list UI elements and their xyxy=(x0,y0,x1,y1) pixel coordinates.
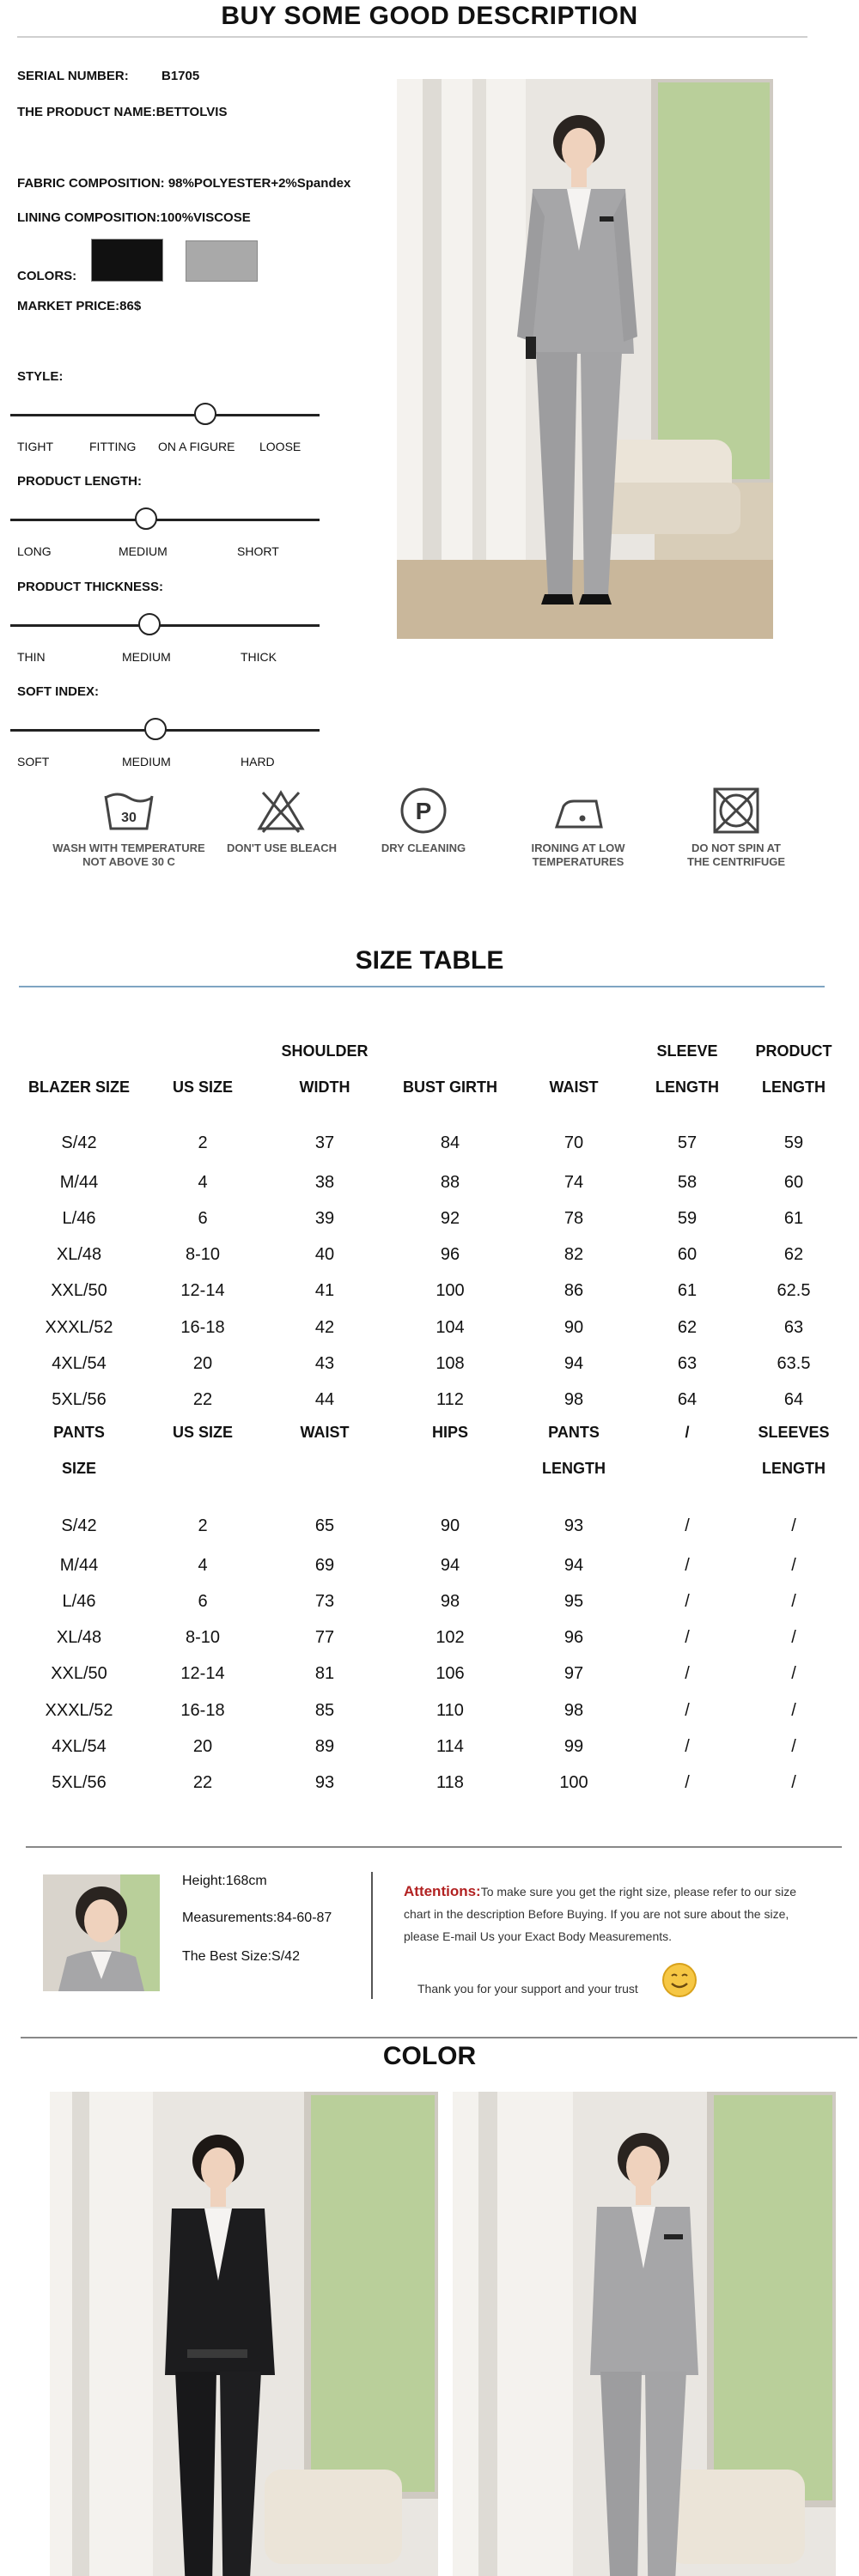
blazer-row-1-col-1: 4 xyxy=(198,1173,208,1192)
pants-row-3-col-2: 77 xyxy=(314,1628,335,1647)
pants-row-7-col-4: 100 xyxy=(559,1773,588,1792)
pants-row-5-col-1: 16-18 xyxy=(180,1701,225,1720)
pants-row-0-col-0: S/42 xyxy=(61,1516,97,1535)
thanks-text: Thank you for your support and your trust xyxy=(417,1982,638,1996)
pants-row-0-col-2: 65 xyxy=(314,1516,335,1535)
blazer-row-3-col-4: 82 xyxy=(564,1245,584,1264)
style-label-fitting: FITTING xyxy=(89,440,137,453)
pants-row-7-col-5: / xyxy=(685,1773,690,1792)
pants-header-top-col-0: PANTS xyxy=(53,1424,105,1441)
blazer-row-5-col-3: 104 xyxy=(436,1318,465,1337)
pants-row-5-col-5: / xyxy=(685,1701,690,1720)
smiley-icon xyxy=(661,1962,698,1998)
model-info-bottom-divider xyxy=(21,2037,857,2038)
lining-composition: LINING COMPOSITION:100%VISCOSE xyxy=(17,210,251,225)
blazer-row-3-col-2: 40 xyxy=(314,1245,335,1264)
model-height: Height:168cm xyxy=(182,1874,267,1888)
blazer-row-6-col-0: 4XL/54 xyxy=(52,1354,107,1373)
attention-label: Attentions: xyxy=(404,1883,481,1899)
pants-row-2-col-2: 73 xyxy=(314,1592,335,1611)
care-label-no-spin: DO NOT SPIN AT THE CENTRIFUGE xyxy=(686,841,786,868)
blazer-row-0-col-1: 2 xyxy=(198,1133,208,1152)
care-label-iron: IRONING AT LOW TEMPERATURES xyxy=(531,841,625,868)
blazer-row-2-col-5: 59 xyxy=(677,1209,698,1228)
size-table-divider xyxy=(19,986,825,987)
model-best-size: The Best Size:S/42 xyxy=(182,1949,300,1964)
blazer-row-6-col-1: 20 xyxy=(192,1354,213,1373)
wash-30-badge: 30 xyxy=(121,811,137,825)
attention-text-1: To make sure you get the right size, please refer to our size xyxy=(480,1885,797,1899)
pants-row-5-col-0: XXXL/52 xyxy=(45,1701,113,1720)
blazer-row-1-col-0: M/44 xyxy=(59,1173,99,1192)
soft-index-label-hard: HARD xyxy=(241,755,275,769)
color-swatch-grey[interactable] xyxy=(186,240,258,282)
pants-header-col-4: LENGTH xyxy=(542,1460,606,1477)
blazer-row-4-col-3: 100 xyxy=(436,1281,465,1300)
attention-notice xyxy=(404,1880,842,1947)
iron-low-icon xyxy=(548,786,608,835)
blazer-row-3-col-5: 60 xyxy=(677,1245,698,1264)
blazer-row-0-col-4: 70 xyxy=(564,1133,584,1152)
blazer-row-0-col-3: 84 xyxy=(440,1133,460,1152)
blazer-row-5-col-1: 16-18 xyxy=(180,1318,225,1337)
blazer-header-col-4: WAIST xyxy=(549,1078,599,1096)
pants-row-2-col-1: 6 xyxy=(198,1592,208,1611)
blazer-row-2-col-6: 61 xyxy=(783,1209,804,1228)
fabric-composition: FABRIC COMPOSITION: 98%POLYESTER+2%Spandex xyxy=(17,176,351,191)
blazer-row-1-col-3: 88 xyxy=(440,1173,460,1192)
pants-row-4-col-4: 97 xyxy=(564,1664,584,1683)
blazer-row-1-col-5: 58 xyxy=(677,1173,698,1192)
style-knob xyxy=(194,403,216,425)
length-knob xyxy=(135,507,157,530)
pants-row-4-col-3: 106 xyxy=(436,1664,465,1683)
blazer-row-7-col-1: 22 xyxy=(192,1390,213,1409)
pants-row-1-col-3: 94 xyxy=(440,1556,460,1575)
pants-row-2-col-4: 95 xyxy=(564,1592,584,1611)
blazer-row-2-col-0: L/46 xyxy=(62,1209,96,1228)
blazer-row-5-col-0: XXXL/52 xyxy=(45,1318,113,1337)
pants-row-6-col-5: / xyxy=(685,1737,690,1756)
blazer-row-7-col-4: 98 xyxy=(564,1390,584,1409)
soft-index-label-soft: SOFT xyxy=(17,755,50,769)
model-portrait xyxy=(43,1874,160,1991)
pants-row-2-col-0: L/46 xyxy=(62,1592,96,1611)
pants-row-1-col-2: 69 xyxy=(314,1556,335,1575)
length-label-long: LONG xyxy=(17,544,52,558)
thickness-track xyxy=(10,624,320,627)
pants-header-top-col-1: US SIZE xyxy=(172,1424,233,1441)
blazer-row-5-col-4: 90 xyxy=(564,1318,584,1337)
pants-row-1-col-1: 4 xyxy=(198,1556,208,1575)
color-photo-black-suit[interactable] xyxy=(50,2092,438,2576)
blazer-row-6-col-3: 108 xyxy=(436,1354,465,1373)
pants-row-6-col-4: 99 xyxy=(564,1737,584,1756)
pants-row-2-col-6: / xyxy=(791,1592,796,1611)
style-label-tight: TIGHT xyxy=(17,440,53,453)
length-track xyxy=(10,519,320,521)
blazer-row-5-col-6: 63 xyxy=(783,1318,804,1337)
pants-row-3-col-5: / xyxy=(685,1628,690,1647)
pants-row-0-col-4: 93 xyxy=(564,1516,584,1535)
pants-header-top-col-2: WAIST xyxy=(300,1424,350,1441)
blazer-header-col-2: WIDTH xyxy=(299,1078,350,1096)
blazer-row-7-col-6: 64 xyxy=(783,1390,804,1409)
pants-row-3-col-3: 102 xyxy=(436,1628,465,1647)
blazer-row-5-col-2: 42 xyxy=(314,1318,335,1337)
pants-row-6-col-3: 114 xyxy=(436,1737,464,1756)
pants-row-4-col-0: XXL/50 xyxy=(51,1664,107,1683)
length-label-medium: MEDIUM xyxy=(119,544,168,558)
style-label-loose: LOOSE xyxy=(259,440,302,453)
style-title: STYLE: xyxy=(17,369,64,384)
pants-row-1-col-5: / xyxy=(685,1556,690,1575)
pants-row-2-col-5: / xyxy=(685,1592,690,1611)
no-bleach-icon xyxy=(251,786,311,835)
style-label-on-a-figure: ON A FIGURE xyxy=(158,440,235,453)
soft-index-label-medium: MEDIUM xyxy=(122,755,171,769)
pants-row-4-col-6: / xyxy=(791,1664,796,1683)
attention-text-2: chart in the description Before Buying. If you are not sure about the size, xyxy=(404,1907,789,1921)
blazer-row-2-col-2: 39 xyxy=(314,1209,335,1228)
pants-row-7-col-6: / xyxy=(791,1773,796,1792)
blazer-row-7-col-5: 64 xyxy=(677,1390,698,1409)
style-track xyxy=(10,414,320,416)
blazer-row-0-col-5: 57 xyxy=(677,1133,698,1152)
pants-row-7-col-0: 5XL/56 xyxy=(52,1773,107,1792)
pants-row-3-col-1: 8-10 xyxy=(185,1628,221,1647)
thickness-title: PRODUCT THICKNESS: xyxy=(17,580,164,594)
blazer-header-col-6: LENGTH xyxy=(762,1078,825,1096)
pants-row-6-col-1: 20 xyxy=(192,1737,213,1756)
blazer-header-col-3: BUST GIRTH xyxy=(403,1078,497,1096)
thickness-label-thick: THICK xyxy=(241,650,277,664)
page-title: BUY SOME GOOD DESCRIPTION xyxy=(221,2,638,30)
pants-header-col-6: LENGTH xyxy=(762,1460,825,1477)
blazer-row-4-col-0: XXL/50 xyxy=(51,1281,107,1300)
product-photo-grey-suit xyxy=(397,79,773,639)
thickness-label-medium: MEDIUM xyxy=(122,650,171,664)
pants-header-col-0: SIZE xyxy=(61,1460,96,1477)
blazer-row-6-col-2: 43 xyxy=(314,1354,335,1373)
blazer-row-6-col-4: 94 xyxy=(564,1354,584,1373)
length-label-short: SHORT xyxy=(237,544,279,558)
serial-label: SERIAL NUMBER: xyxy=(17,69,129,83)
market-price: MARKET PRICE:86$ xyxy=(17,299,142,313)
blazer-header-col-1: US SIZE xyxy=(172,1078,233,1096)
blazer-row-4-col-5: 61 xyxy=(677,1281,698,1300)
blazer-row-4-col-1: 12-14 xyxy=(180,1281,225,1300)
pants-row-6-col-0: 4XL/54 xyxy=(52,1737,107,1756)
blazer-row-3-col-6: 62 xyxy=(783,1245,804,1264)
wash-30-icon xyxy=(99,786,159,835)
pants-row-6-col-2: 89 xyxy=(314,1737,335,1756)
pants-row-5-col-3: 110 xyxy=(436,1701,464,1720)
pants-row-6-col-6: / xyxy=(791,1737,796,1756)
thickness-knob xyxy=(138,613,161,635)
blazer-row-4-col-4: 86 xyxy=(564,1281,584,1300)
blazer-row-7-col-0: 5XL/56 xyxy=(52,1390,107,1409)
blazer-row-0-col-0: S/42 xyxy=(61,1133,97,1152)
blazer-header-top-col-6: PRODUCT xyxy=(755,1042,832,1060)
soft-index-title: SOFT INDEX: xyxy=(17,684,100,699)
color-photo-grey-suit[interactable] xyxy=(453,2092,836,2576)
blazer-row-5-col-5: 62 xyxy=(677,1318,698,1337)
dry-clean-icon xyxy=(393,786,454,835)
blazer-row-4-col-6: 62.5 xyxy=(777,1281,811,1300)
color-swatch-black[interactable] xyxy=(91,239,163,282)
blazer-header-col-0: BLAZER SIZE xyxy=(27,1078,130,1096)
blazer-header-col-5: LENGTH xyxy=(655,1078,719,1096)
blazer-row-2-col-4: 78 xyxy=(564,1209,584,1228)
blazer-row-0-col-2: 37 xyxy=(314,1133,335,1152)
title-divider xyxy=(17,36,807,38)
blazer-header-top-col-5: SLEEVE xyxy=(656,1042,718,1060)
blazer-row-1-col-2: 38 xyxy=(314,1173,335,1192)
blazer-row-1-col-4: 74 xyxy=(564,1173,584,1192)
pants-header-top-col-6: SLEEVES xyxy=(758,1424,830,1441)
blazer-header-top-col-2: SHOULDER xyxy=(281,1042,369,1060)
blazer-row-0-col-6: 59 xyxy=(783,1133,804,1152)
pants-row-7-col-1: 22 xyxy=(192,1773,213,1792)
blazer-row-3-col-3: 96 xyxy=(440,1245,460,1264)
thickness-label-thin: THIN xyxy=(17,650,46,664)
pants-row-7-col-2: 93 xyxy=(314,1773,335,1792)
pants-row-0-col-6: / xyxy=(791,1516,796,1535)
model-info-vertical-divider xyxy=(371,1872,373,1999)
no-spin-icon xyxy=(706,786,766,835)
pants-row-1-col-6: / xyxy=(791,1556,796,1575)
care-label-wash: WASH WITH TEMPERATURE NOT ABOVE 30 C xyxy=(52,841,205,868)
blazer-row-3-col-1: 8-10 xyxy=(185,1245,221,1264)
pants-row-1-col-0: M/44 xyxy=(59,1556,99,1575)
pants-row-0-col-3: 90 xyxy=(440,1516,460,1535)
length-title: PRODUCT LENGTH: xyxy=(17,474,142,489)
care-label-no-bleach: DON'T USE BLEACH xyxy=(226,841,338,854)
pants-row-3-col-0: XL/48 xyxy=(56,1628,102,1647)
pants-row-5-col-2: 85 xyxy=(314,1701,335,1720)
pants-header-top-col-4: PANTS xyxy=(548,1424,600,1441)
blazer-row-6-col-6: 63.5 xyxy=(777,1354,811,1373)
colors-label: COLORS: xyxy=(17,269,77,283)
blazer-row-4-col-2: 41 xyxy=(314,1281,335,1300)
blazer-row-6-col-5: 63 xyxy=(677,1354,698,1373)
pants-row-1-col-4: 94 xyxy=(564,1556,584,1575)
blazer-row-3-col-0: XL/48 xyxy=(56,1245,102,1264)
model-info-top-divider xyxy=(26,1846,842,1848)
soft-index-knob xyxy=(144,718,167,740)
pants-row-5-col-4: 98 xyxy=(564,1701,584,1720)
pants-row-7-col-3: 118 xyxy=(436,1773,464,1792)
blazer-row-7-col-3: 112 xyxy=(436,1390,464,1409)
model-measurements: Measurements:84-60-87 xyxy=(182,1911,332,1925)
dry-clean-badge: P xyxy=(415,798,432,824)
pants-row-5-col-6: / xyxy=(791,1701,796,1720)
pants-row-4-col-1: 12-14 xyxy=(180,1664,225,1683)
pants-row-2-col-3: 98 xyxy=(440,1592,460,1611)
pants-row-4-col-2: 81 xyxy=(314,1664,335,1683)
pants-row-0-col-1: 2 xyxy=(198,1516,208,1535)
pants-row-3-col-6: / xyxy=(791,1628,796,1647)
blazer-row-2-col-1: 6 xyxy=(198,1209,208,1228)
pants-row-0-col-5: / xyxy=(685,1516,690,1535)
size-table-title: SIZE TABLE xyxy=(355,946,504,975)
blazer-row-7-col-2: 44 xyxy=(314,1390,335,1409)
pants-header-top-col-3: HIPS xyxy=(431,1424,468,1441)
color-section-title: COLOR xyxy=(382,2042,477,2070)
pants-row-4-col-5: / xyxy=(685,1664,690,1683)
blazer-row-1-col-6: 60 xyxy=(783,1173,804,1192)
blazer-row-2-col-3: 92 xyxy=(440,1209,460,1228)
pants-header-top-col-5: / xyxy=(685,1424,690,1441)
care-label-dry-clean: DRY CLEANING xyxy=(381,841,466,854)
pants-row-3-col-4: 96 xyxy=(564,1628,584,1647)
attention-text-3: please E-mail Us your Exact Body Measurements. xyxy=(404,1929,673,1943)
serial-value: B1705 xyxy=(161,69,200,83)
product-name: THE PRODUCT NAME:BETTOLVIS xyxy=(17,105,228,119)
